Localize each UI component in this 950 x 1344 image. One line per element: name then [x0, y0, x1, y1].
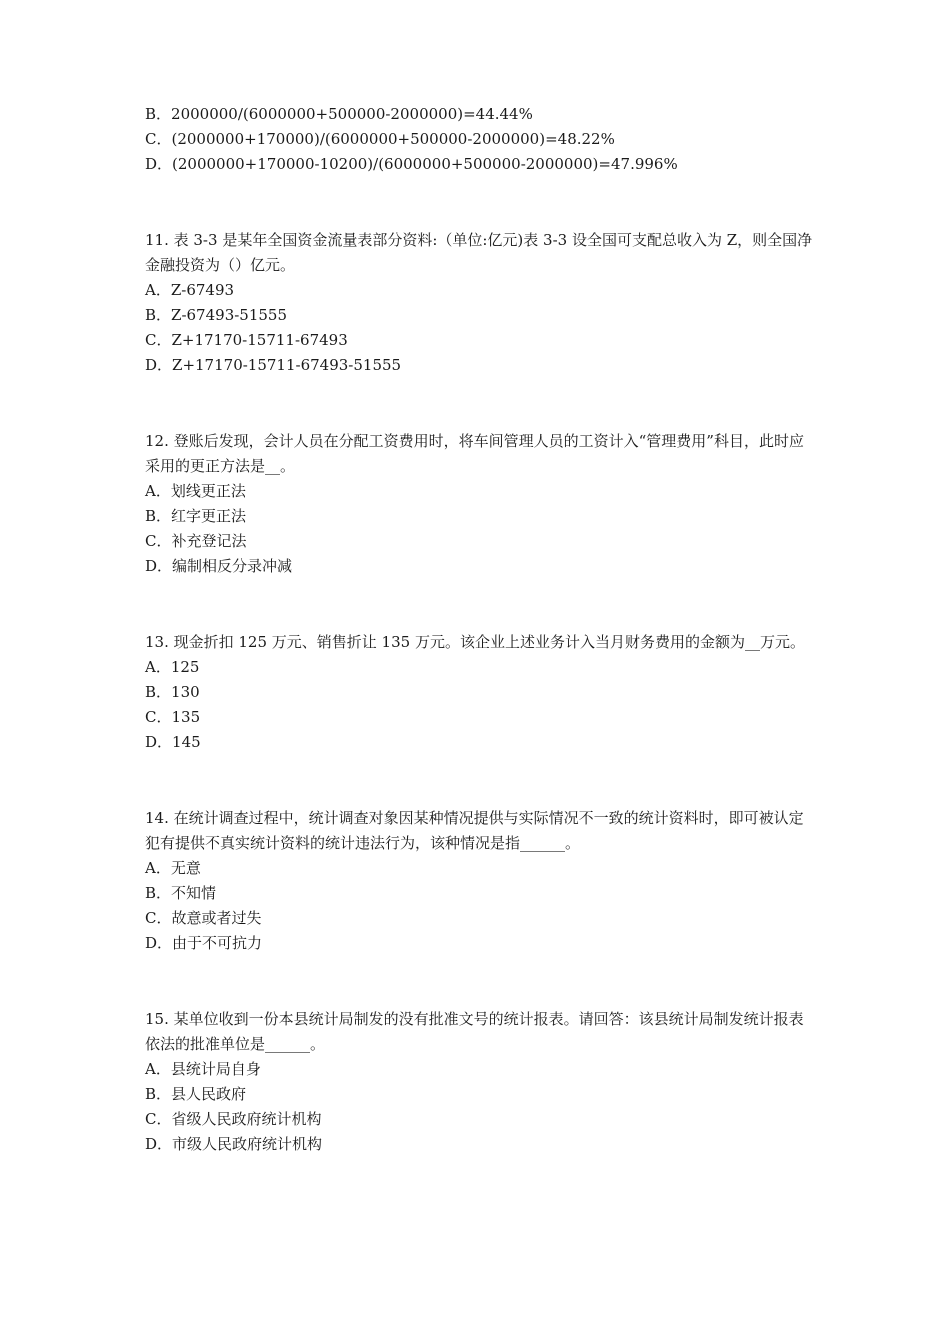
option-c: C．(2000000+170000)/(6000000+500000-2000000)=48.22%: [145, 130, 615, 148]
option-a: A．无意: [145, 859, 201, 877]
previous-question-options: [145, 102, 825, 177]
option-b: B．红字更正法: [145, 507, 247, 525]
option-c: C．省级人民政府统计机构: [145, 1110, 322, 1128]
question-stem: 14. 在统计调查过程中，统计调查对象因某种情况提供与实际情况不一致的统计资料时，即可被认定犯有提供不真实统计资料的统计违法行为，该种情况是指______。: [145, 809, 804, 852]
question-stem: 11. 表 3-3 是某年全国资金流量表部分资料:（单位:亿元)表 3-3 设全国可支配总收入为 Z，则全国净金融投资为（）亿元。: [145, 231, 813, 274]
option-d: D．市级人民政府统计机构: [145, 1135, 323, 1153]
question-12: [145, 429, 825, 579]
option-c: C．补充登记法: [145, 532, 247, 550]
option-a: A．Z-67493: [145, 281, 235, 299]
option-c: C．Z+17170-15711-67493: [145, 331, 348, 349]
option-b: B．不知情: [145, 884, 217, 902]
option-b: B．县人民政府: [145, 1085, 247, 1103]
question-15: [145, 1007, 825, 1157]
document-page: [145, 102, 825, 1157]
option-c: C．故意或者过失: [145, 909, 262, 927]
option-a: A．县统计局自身: [145, 1060, 261, 1078]
option-c: C．135: [145, 708, 201, 726]
option-d: D．(2000000+170000-10200)/(6000000+500000-2000000)=47.996%: [145, 155, 678, 173]
question-13: [145, 630, 825, 755]
question-stem: 13. 现金折扣 125 万元、销售折让 135 万元。该企业上述业务计入当月财务费用的金额为__万元。: [145, 633, 805, 651]
option-d: D．编制相反分录冲减: [145, 557, 293, 575]
option-d: D．Z+17170-15711-67493-51555: [145, 356, 402, 374]
option-d: D．145: [145, 733, 201, 751]
option-a: A．划线更正法: [145, 482, 246, 500]
option-b: B．Z-67493-51555: [145, 306, 288, 324]
question-14: [145, 806, 825, 956]
option-d: D．由于不可抗力: [145, 934, 263, 952]
option-b: B．2000000/(6000000+500000-2000000)=44.44%: [145, 105, 533, 123]
question-11: [145, 228, 825, 378]
option-a: A．125: [145, 658, 200, 676]
option-b: B．130: [145, 683, 200, 701]
question-stem: 12. 登账后发现，会计人员在分配工资费用时，将车间管理人员的工资计入“管理费用”科目，此时应采用的更正方法是__。: [145, 432, 804, 475]
question-stem: 15. 某单位收到一份本县统计局制发的没有批准文号的统计报表。请回答：该县统计局制发统计报表依法的批准单位是______。: [145, 1010, 804, 1053]
